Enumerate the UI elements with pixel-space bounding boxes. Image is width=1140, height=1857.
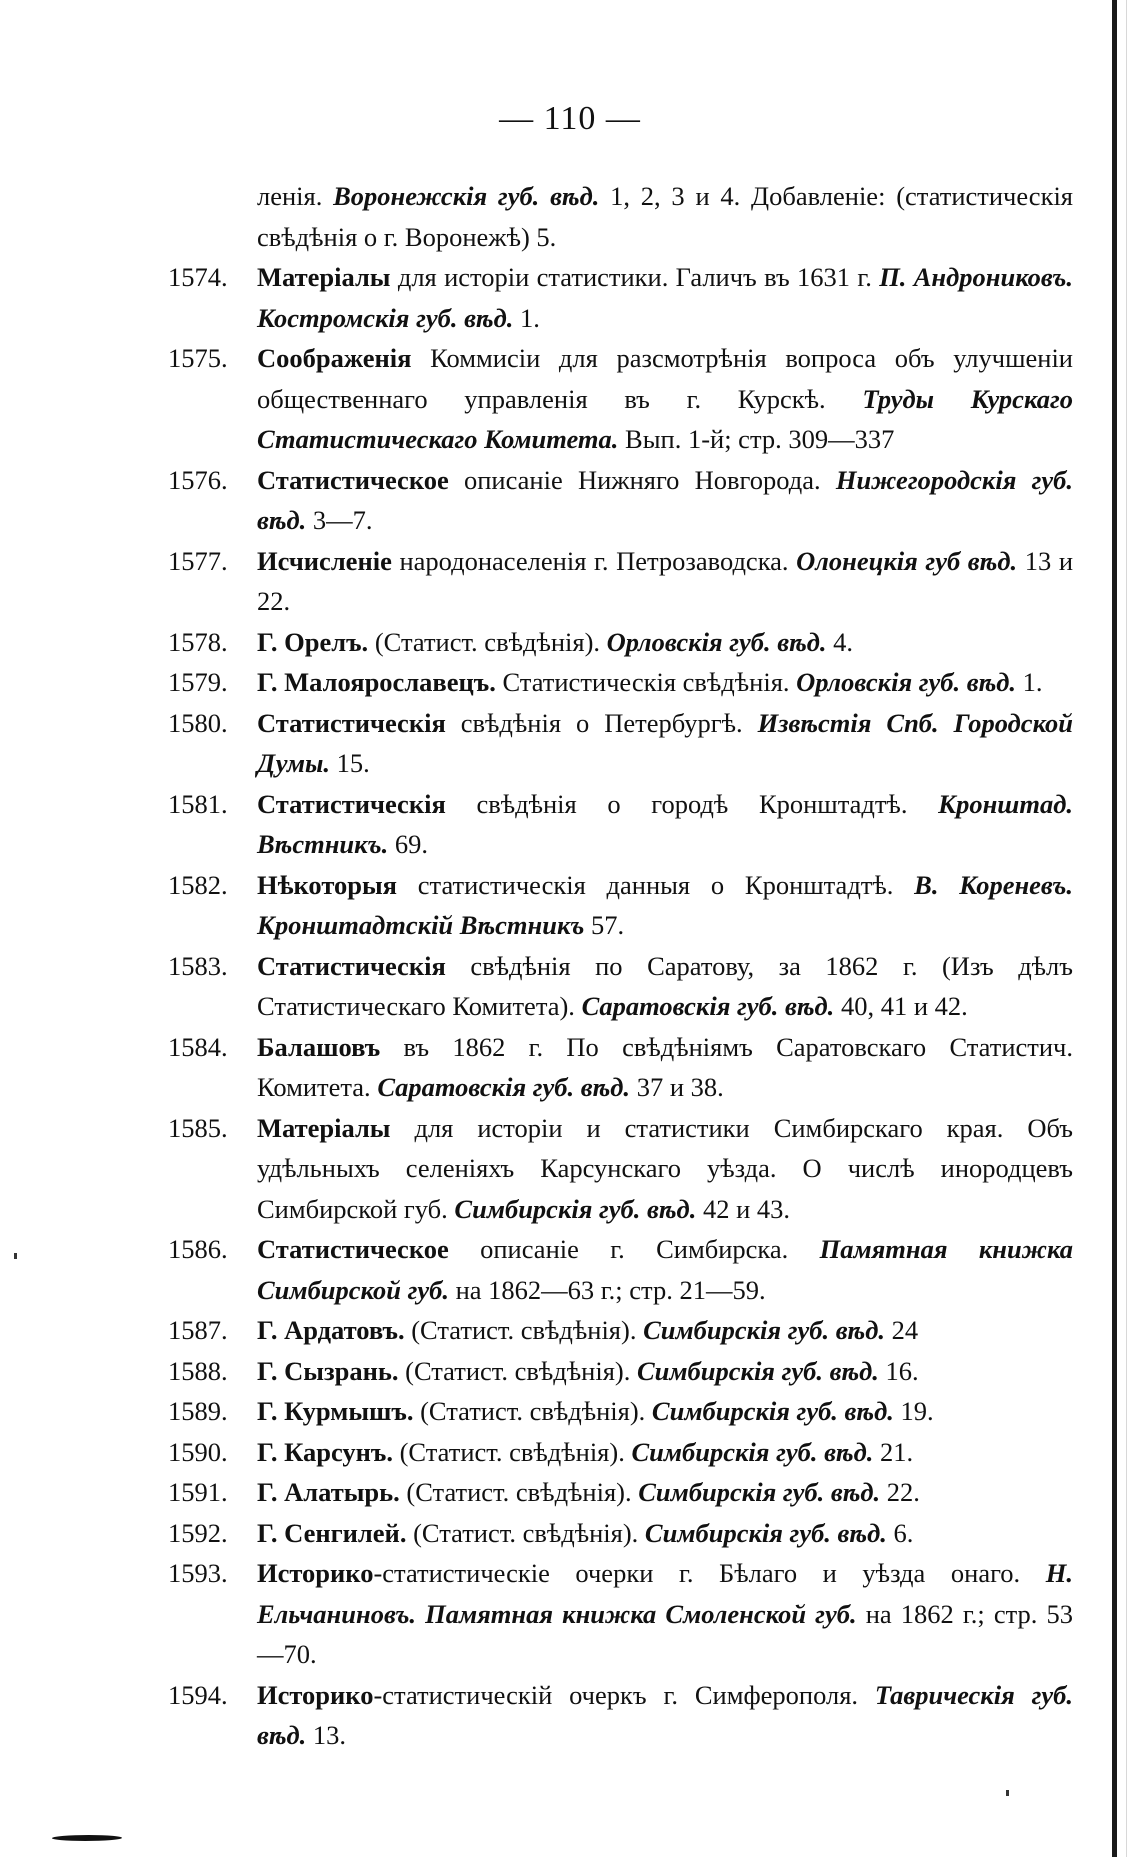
entry-detail: Вып. 1-й; стр. 309—337 bbox=[618, 424, 895, 454]
entry-number: 1579. bbox=[168, 667, 228, 697]
entry-source: Симбирскія губ. вѣд. bbox=[651, 1396, 894, 1426]
entry-heading: Статистическое bbox=[257, 464, 449, 495]
bibliography-entry bbox=[168, 1108, 1073, 1230]
entry-detail: (Статист. свѣдѣнія). bbox=[399, 1477, 639, 1507]
entry-number: 1575. bbox=[168, 343, 228, 373]
entry-text bbox=[257, 1513, 1073, 1554]
page-number: — 110 — bbox=[499, 100, 641, 137]
entry-heading: Статистическія bbox=[257, 950, 446, 981]
entry-number: 1586. bbox=[168, 1234, 228, 1264]
entry-detail: 6. bbox=[886, 1517, 914, 1548]
entry-source: Олонецкія губ вѣд. bbox=[796, 545, 1018, 576]
entry-detail: ленія. bbox=[257, 181, 334, 211]
entry-detail: 13 и 22. bbox=[257, 545, 1073, 616]
entry-source: Кронштад. Вѣстникъ. bbox=[257, 788, 1073, 859]
entry-text bbox=[257, 1391, 1073, 1432]
entry-number: 1584. bbox=[168, 1031, 228, 1062]
bibliography-entry bbox=[168, 784, 1073, 865]
entry-detail: 57. bbox=[584, 910, 625, 940]
entry-heading: Г. Орелъ. bbox=[257, 626, 369, 657]
entry-detail: 21. bbox=[873, 1436, 914, 1467]
entry-source: Извѣстія Спб. Городской Думы. bbox=[257, 707, 1073, 778]
entry-source: Таврическія губ. вѣд. bbox=[257, 1679, 1074, 1750]
entry-source: Орловскія губ. вѣд. bbox=[606, 626, 827, 657]
entry-source: Симбирскія губ. вѣд. bbox=[636, 1355, 879, 1386]
bibliography-entry bbox=[168, 460, 1073, 541]
entry-text bbox=[257, 1553, 1073, 1675]
entry-number: 1578. bbox=[168, 626, 228, 657]
entry-detail: -статистическіе очерки г. Бѣлаго и уѣзда онаго. bbox=[373, 1558, 1046, 1588]
entry-heading: Г. Сенгилей. bbox=[257, 1517, 407, 1548]
entry-detail: 19. bbox=[893, 1396, 934, 1426]
entry-detail: Коммисіи для разсмотрѣнія вопроса объ улучшеніи общественнаго управленія въ г. Курскѣ. bbox=[257, 343, 1073, 414]
entry-heading: Матеріалы bbox=[257, 262, 391, 292]
entry-text bbox=[257, 338, 1073, 460]
bibliography-entry bbox=[168, 176, 1073, 257]
entry-detail: описаніе г. Симбирска. bbox=[448, 1234, 820, 1264]
entry-heading: Статистическія bbox=[257, 707, 446, 738]
entry-source: Симбирскія губ. вѣд. bbox=[454, 1193, 697, 1224]
entry-text bbox=[257, 176, 1073, 257]
entry-text bbox=[257, 1310, 1073, 1351]
entry-source: П. Андрониковъ. Костромскія губ. вѣд. bbox=[257, 262, 1073, 333]
entry-number: 1593. bbox=[168, 1558, 228, 1588]
entry-detail: 16. bbox=[878, 1355, 919, 1386]
bibliography-entry bbox=[168, 1513, 1073, 1554]
entry-number: 1588. bbox=[168, 1355, 228, 1386]
entry-detail: 1. bbox=[513, 302, 540, 333]
bibliography-entry bbox=[168, 622, 1073, 663]
entry-source: Саратовскія губ. вѣд. bbox=[377, 1072, 631, 1102]
entry-text bbox=[257, 541, 1073, 622]
entry-heading: Г. Ардатовъ. bbox=[257, 1315, 405, 1345]
entry-detail: свѣдѣнія о городѣ Кронштадтѣ. bbox=[445, 788, 939, 819]
entry-detail: (Статист. свѣдѣнія). bbox=[368, 626, 607, 657]
entry-source: Труды Курскаго Статистическаго Комитета. bbox=[257, 383, 1074, 454]
entry-detail: описаніе Нижняго Новгорода. bbox=[448, 464, 836, 495]
entry-detail: для исторіи статистики. Галичъ въ 1631 г. bbox=[390, 262, 880, 292]
entry-detail: 1, 2, 3 и 4. Добавленіе: (статистическія свѣдѣнія о г. Воронежѣ) 5. bbox=[257, 181, 1073, 252]
entry-heading: Статистическія bbox=[257, 788, 446, 819]
entry-text bbox=[257, 1351, 1073, 1392]
entry-detail: для исторіи и статистики Симбирскаго края. Объ удѣльныхъ селеніяхъ Карсунскаго уѣзда. О числѣ инородцевъ Симбирской губ. bbox=[257, 1112, 1073, 1224]
bibliography-entry bbox=[168, 1027, 1073, 1108]
entry-number: 1585. bbox=[168, 1112, 228, 1143]
entry-text bbox=[257, 662, 1073, 703]
margin-speck bbox=[1006, 1790, 1009, 1796]
bibliography-entry bbox=[168, 1432, 1073, 1473]
page-edge-shadow bbox=[1126, 0, 1127, 1857]
entry-detail: (Статист. свѣдѣнія). bbox=[392, 1436, 632, 1467]
entry-detail: 24 bbox=[885, 1315, 919, 1345]
entry-text bbox=[257, 946, 1073, 1027]
entry-text bbox=[257, 703, 1073, 784]
entry-number: 1582. bbox=[168, 869, 228, 900]
entry-text bbox=[257, 622, 1073, 663]
entry-heading: Статистическое bbox=[257, 1234, 449, 1264]
bibliography-entry bbox=[168, 1553, 1073, 1675]
entry-heading: Г. Карсунъ. bbox=[257, 1436, 393, 1467]
entry-heading: Г. Малоярославецъ. bbox=[257, 667, 496, 697]
entry-detail: (Статист. свѣдѣнія). bbox=[404, 1315, 644, 1345]
entry-text bbox=[257, 865, 1073, 946]
entry-detail: 13. bbox=[306, 1720, 347, 1750]
entry-number: 1574. bbox=[168, 262, 228, 292]
entry-source: Воронежскія губ. вѣд. bbox=[333, 181, 600, 211]
entry-number: 1590. bbox=[168, 1436, 228, 1467]
bibliography-list bbox=[168, 176, 1073, 1756]
entry-detail: на 1862 г.; стр. 53—70. bbox=[257, 1598, 1073, 1669]
entry-source: Симбирскія губ. вѣд. bbox=[644, 1517, 887, 1548]
entry-source: Нижегородскія губ. вѣд. bbox=[257, 464, 1073, 535]
entry-heading: Историко bbox=[257, 1558, 374, 1588]
entry-detail: свѣдѣнія о Петербургѣ. bbox=[445, 707, 758, 738]
entry-detail: 69. bbox=[388, 829, 428, 859]
entry-number: 1589. bbox=[168, 1396, 228, 1426]
entry-detail: 4. bbox=[826, 626, 854, 657]
entry-text bbox=[257, 460, 1073, 541]
entry-heading: Г. Алатырь. bbox=[257, 1477, 400, 1507]
entry-heading: Г. Курмышъ. bbox=[257, 1396, 414, 1426]
entry-number: 1580. bbox=[168, 707, 228, 738]
entry-heading: Историко bbox=[257, 1679, 374, 1710]
entry-detail: Статистическія свѣдѣнія. bbox=[495, 667, 797, 697]
entry-detail: въ 1862 г. По свѣдѣніямъ Саратовскаго Статистич. Комитета. bbox=[257, 1031, 1073, 1102]
bibliography-entry bbox=[168, 703, 1073, 784]
entry-source: Н. Ельчаниновъ. Памятная книжка Смоленской губ. bbox=[257, 1558, 1073, 1629]
entry-detail: свѣдѣнія по Саратову, за 1862 г. (Изъ дѣлъ Статистическаго Комитета). bbox=[257, 950, 1073, 1021]
entry-text bbox=[257, 784, 1073, 865]
entry-detail: 42 и 43. bbox=[696, 1193, 791, 1224]
entry-text bbox=[257, 1432, 1073, 1473]
entry-number: 1583. bbox=[168, 950, 228, 981]
margin-dash-mark bbox=[50, 1835, 123, 1841]
entry-detail: 1. bbox=[1016, 667, 1043, 697]
entry-detail: 22. bbox=[880, 1477, 920, 1507]
entry-detail: 37 и 38. bbox=[630, 1072, 724, 1102]
entry-number: 1592. bbox=[168, 1517, 228, 1548]
entry-text bbox=[257, 1108, 1073, 1230]
entry-number: 1587. bbox=[168, 1315, 228, 1345]
bibliography-entry bbox=[168, 662, 1073, 703]
entry-text bbox=[257, 1675, 1073, 1756]
entry-number: 1581. bbox=[168, 788, 228, 819]
entry-detail: 15. bbox=[330, 748, 370, 778]
entry-text bbox=[257, 1027, 1073, 1108]
entry-source: В. Кореневъ. Кронштадтскій Вѣстникъ bbox=[257, 869, 1074, 940]
entry-text bbox=[257, 257, 1073, 338]
bibliography-entry bbox=[168, 1472, 1073, 1513]
entry-number: 1576. bbox=[168, 464, 228, 495]
entry-source: Саратовскія губ. вѣд. bbox=[581, 991, 835, 1021]
entry-source: Орловскія губ. вѣд. bbox=[796, 667, 1017, 697]
bibliography-entry bbox=[168, 1675, 1073, 1756]
bibliography-entry bbox=[168, 1351, 1073, 1392]
entry-source: Симбирскія губ. вѣд. bbox=[643, 1315, 885, 1345]
entry-detail: народонаселенія г. Петрозаводска. bbox=[391, 545, 797, 576]
bibliography-entry bbox=[168, 541, 1073, 622]
bibliography-entry bbox=[168, 257, 1073, 338]
page-edge-rule bbox=[1112, 0, 1117, 1857]
entry-heading: Г. Сызрань. bbox=[257, 1355, 399, 1386]
entry-detail: статистическія данныя о Кронштадтѣ. bbox=[397, 869, 915, 900]
bibliography-entry bbox=[168, 865, 1073, 946]
entry-source: Памятная книжка Симбирской губ. bbox=[257, 1234, 1074, 1305]
entry-detail: -статистическій очеркъ г. Симферополя. bbox=[373, 1679, 875, 1710]
entry-text bbox=[257, 1472, 1073, 1513]
entry-number: 1577. bbox=[168, 545, 228, 576]
entry-text bbox=[257, 1229, 1073, 1310]
entry-number: 1591. bbox=[168, 1477, 228, 1507]
entry-number: 1594. bbox=[168, 1679, 228, 1710]
bibliography-entry bbox=[168, 338, 1073, 460]
entry-detail: на 1862—63 г.; стр. 21—59. bbox=[448, 1274, 766, 1305]
entry-source: Симбирскія губ. вѣд. bbox=[631, 1436, 874, 1467]
entry-detail: (Статист. свѣдѣнія). bbox=[406, 1517, 645, 1548]
entry-detail: (Статист. свѣдѣнія). bbox=[413, 1396, 652, 1426]
entry-heading: Соображенія bbox=[257, 343, 412, 373]
entry-detail: 3—7. bbox=[306, 505, 373, 535]
entry-heading: Балашовъ bbox=[257, 1031, 381, 1062]
margin-speck bbox=[14, 1253, 17, 1259]
entry-detail: 40, 41 и 42. bbox=[834, 991, 968, 1021]
entry-heading: Матеріалы bbox=[257, 1112, 391, 1143]
entry-detail: (Статист. свѣдѣнія). bbox=[398, 1355, 637, 1386]
bibliography-entry bbox=[168, 1310, 1073, 1351]
bibliography-entry bbox=[168, 1391, 1073, 1432]
entry-heading: Исчисленіе bbox=[257, 545, 392, 576]
bibliography-entry bbox=[168, 946, 1073, 1027]
entry-heading: Нѣкоторыя bbox=[257, 869, 398, 900]
entry-source: Симбирскія губ. вѣд. bbox=[638, 1477, 881, 1507]
bibliography-entry bbox=[168, 1229, 1073, 1310]
